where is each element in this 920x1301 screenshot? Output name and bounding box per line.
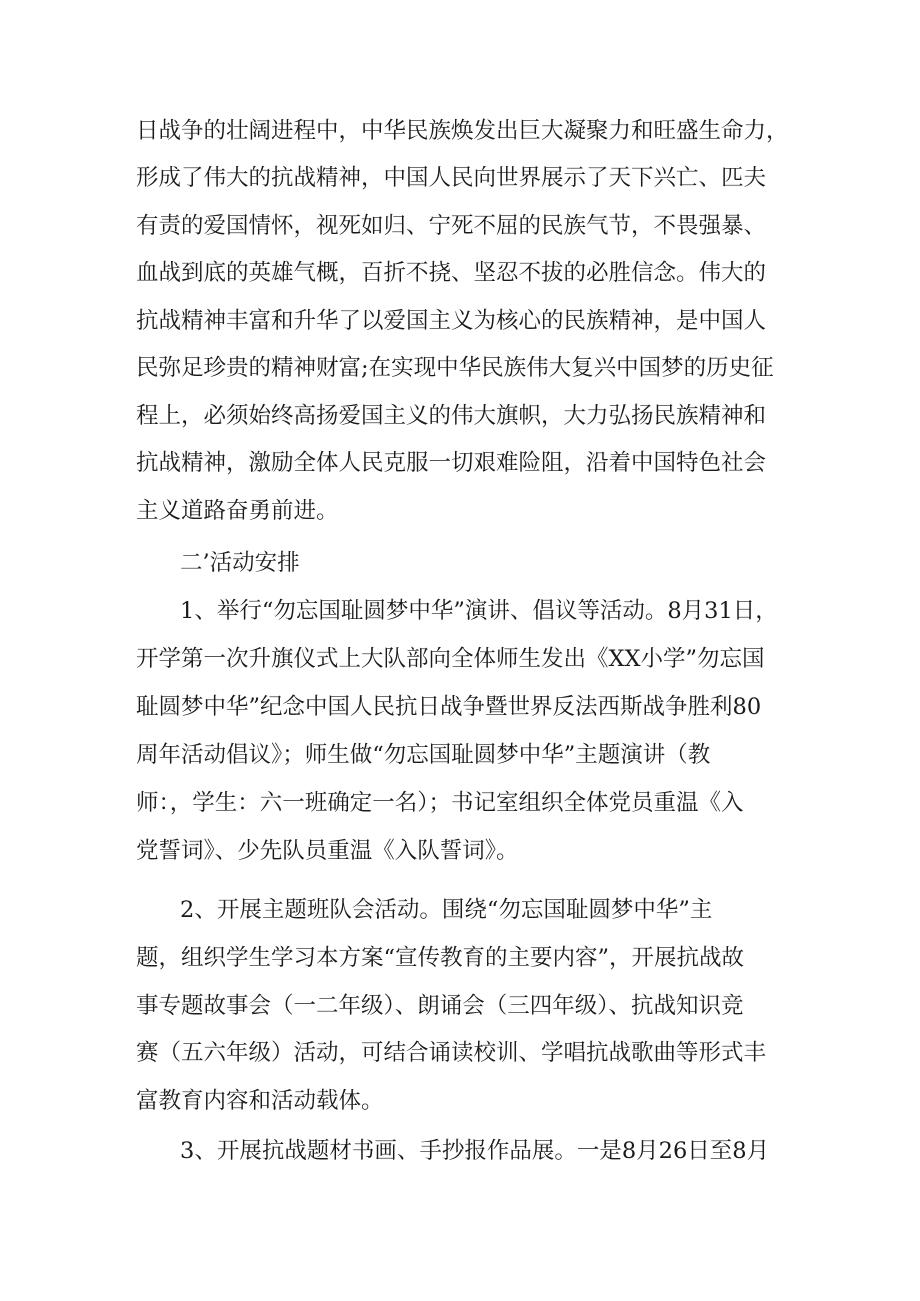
text-line: 形成了伟大的抗战精神，中国人民向世界展示了天下兴亡、匹夫: [136, 165, 767, 191]
text-line: 事专题故事会（一二年级）、朗诵会（三四年级）、抗战知识竞: [136, 993, 744, 1019]
text-line: 师：，学生：六一班确定一名）；书记室组织全体党员重温《入: [136, 790, 744, 816]
text-line: 抗战精神，激励全体人民克服一切艰难险阻，沿着中国特色社会: [136, 450, 767, 476]
text-line: 日战争的壮阔进程中，中华民族焕发出巨大凝聚力和旺盛生命力，: [136, 118, 789, 144]
text-line: 耻圆梦中华”纪念中国人民抗日战争暨世界反法西斯战争胜利80: [136, 694, 762, 720]
text-line: 程上，必须始终高扬爱国主义的伟大旗帜，大力弘扬民族精神和: [136, 403, 767, 429]
text-line: 1、举行“勿忘国耻圆梦中华”演讲、倡议等活动。8月31日，: [180, 598, 778, 624]
text-line: 民弥足珍贵的精神财富;在实现中华民族伟大复兴中国梦的历史征: [136, 355, 774, 381]
section-heading: 二’活动安排: [180, 550, 300, 576]
text-line: 开学第一次升旗仪式上大队部向全体师生发出《XX小学”勿忘国: [136, 646, 765, 672]
text-line: 主义道路奋勇前进。: [136, 498, 339, 524]
text-line: 题，组织学生学习本方案“宣传教育的主要内容”，开展抗战故: [136, 945, 745, 971]
text-line: 血战到底的英雄气概，百折不挠、坚忍不拔的必胜信念。伟大的: [136, 260, 767, 286]
text-line: 3、开展抗战题材书画、手抄报作品展。一是8月26日至8月: [180, 1138, 770, 1164]
text-line: 富教育内容和活动载体。: [136, 1088, 384, 1114]
text-line: 赛（五六年级）活动，可结合诵读校训、学唱抗战歌曲等形式丰: [136, 1040, 767, 1066]
text-line: 有责的爱国情怀，视死如归、宁死不屈的民族气节，不畏强暴、: [136, 213, 767, 239]
text-line: 2、开展主题班队会活动。围绕“勿忘国耻圆梦中华”主: [180, 897, 713, 923]
text-line: 抗战精神丰富和升华了以爱国主义为核心的民族精神，是中国人: [136, 308, 767, 334]
text-line: 周年活动倡议》；师生做“勿忘国耻圆梦中华”主题演讲（教: [136, 742, 711, 768]
text-line: 党誓词》、少先队员重温《入队誓词》。: [136, 838, 519, 864]
